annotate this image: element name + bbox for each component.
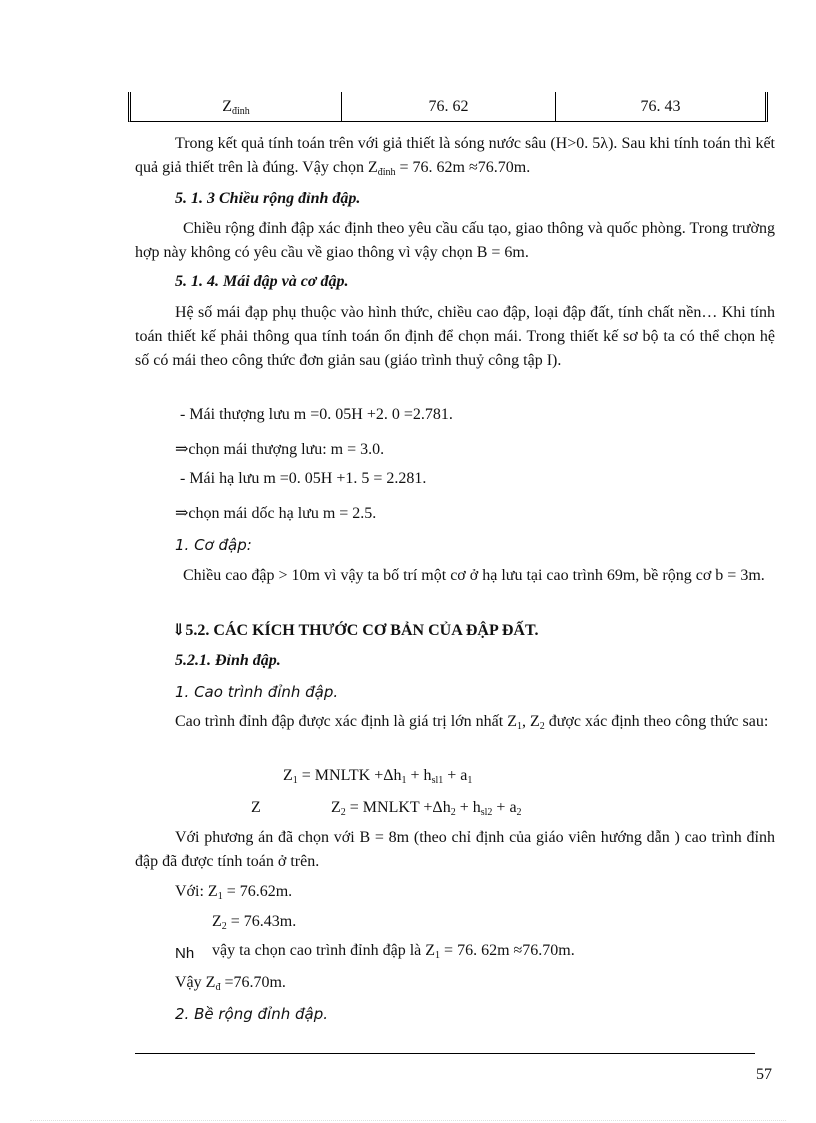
nh-sub: 1 [435, 950, 441, 961]
paragraph-slope: Hệ số mái đạp phụ thuộc vào hình thức, chiều cao đập, loại đập đất, tính chất nền… Khi tính toán thiết kế phải thông qua tính toán ổn định để chọn mái. Trong thiết kế sơ bộ ta có thể chọn hệ số có mái theo công thức đơn giản sau (giáo trình thuỷ công tập I). [135, 304, 775, 369]
f1-c-sub: 1 [467, 775, 473, 786]
f1-a: = MNLTK +Δh [297, 767, 402, 784]
subheading-crest-elevation: 1. Cao trình đỉnh đập. [175, 683, 339, 701]
v2-a: Z [212, 913, 222, 930]
vay-sub: đ [215, 982, 221, 993]
f1-b: + h [406, 767, 432, 784]
f2-b-sub: sl2 [480, 807, 493, 818]
p5-text-a: Cao trình đỉnh đập được xác định là giá trị lớn nhất Z [175, 713, 517, 730]
footer-rule [135, 1053, 755, 1054]
f2-c-sub: 2 [516, 807, 522, 818]
table-cell-value-1: 76. 62 [428, 98, 469, 115]
paragraph-berm: Chiều cao đập > 10m vì vậy ta bố trí một cơ ở hạ lưu tại cao trình 69m, bề rộng cơ b = 3m. [183, 567, 765, 584]
heading-5-1-4: 5. 1. 4. Mái đập và cơ đập. [175, 273, 349, 290]
heading-5-2: ⇓5.2. CÁC KÍCH THƯỚC CƠ BẢN CỦA ĐẬP ĐẤT. [172, 622, 539, 639]
page-bottom-border [30, 1120, 786, 1121]
f1-a-sub: 1 [401, 775, 407, 786]
list-upstream-choice: ⇒chọn mái thượng lưu: m = 3.0. [175, 441, 385, 458]
nh-fragment: Nh [175, 945, 195, 962]
data-table [128, 92, 768, 122]
v1-a: Với: Z [175, 883, 218, 900]
f2-a: = MNLKT +Δh [345, 799, 451, 816]
value-z2 [212, 913, 296, 932]
nh-b: = 76. 62m ≈76.70m. [440, 942, 575, 959]
paragraph-option: Với phương án đã chọn với B = 8m (theo chỉ định của giáo viên hướng dẫn ) cao trình đỉnh đập đã được tính toán ở trên. [135, 829, 775, 870]
conclusion-line [212, 942, 575, 961]
f1-z: Z [283, 767, 293, 784]
v1-b: = 76.62m. [222, 883, 293, 900]
paragraph-wave-result [135, 132, 775, 185]
table-cell-value-2: 76. 43 [640, 98, 681, 115]
v1-sub: 1 [217, 891, 223, 902]
list-upstream-slope: - Mái thượng lưu m =0. 05H +2. 0 =2.781. [180, 406, 453, 423]
f2-z: Z [331, 799, 341, 816]
vay-a: Vậy Z [175, 974, 216, 991]
p1-text-a: Trong kết quả tính toán trên với giả thiết là sóng nước sâu (H>0. 5 [175, 135, 601, 152]
formula-z2-lead: Z [251, 799, 261, 816]
p5-text-b: , Z [521, 713, 540, 730]
formula-z2 [331, 799, 522, 818]
list-downstream-slope: - Mái hạ lưu m =0. 05H +1. 5 = 2.281. [180, 470, 427, 487]
heading-5-2-1: 5.2.1. Đỉnh đập. [175, 652, 281, 669]
p1-sub: đỉnh [377, 167, 396, 178]
page-number: 57 [756, 1066, 772, 1083]
subheading-crest-width: 2. Bề rộng đỉnh đập. [175, 1005, 328, 1023]
f2-b: + h [455, 799, 481, 816]
heading-5-1-3: 5. 1. 3 Chiều rộng đỉnh đập. [175, 190, 361, 207]
p5-sub-1: 1 [516, 721, 522, 732]
p1-text-c: = 76. 62m ≈76.70m. [395, 159, 531, 176]
value-z1 [175, 883, 292, 902]
paragraph-crest-elevation [135, 710, 775, 739]
nh-a: vậy ta chọn cao trình đỉnh đập là Z [212, 942, 436, 959]
lambda-symbol: λ [600, 135, 609, 152]
f1-b-sub: sl1 [431, 775, 444, 786]
p5-sub-2: 2 [539, 721, 545, 732]
formula-z1 [283, 767, 472, 786]
value-zd [175, 974, 286, 993]
f1-z-sub: 1 [292, 775, 298, 786]
f2-a-sub: 2 [450, 807, 456, 818]
table-label-sub: đỉnh [232, 106, 250, 117]
vay-b: =76.70m. [220, 974, 286, 991]
p1-text-b: ). Sau khi tính toán thì kết quả giả thiết trên là đúng. Vậy chọn Z [135, 135, 775, 176]
paragraph-crest-width: Chiều rộng đỉnh đập xác định theo yêu cầu cấu tạo, giao thông và quốc phòng. Trong trường hợp này không có yêu cầu về giao thông vì vậy chọn B = 6m. [135, 220, 775, 261]
table-label-cell [131, 92, 341, 121]
v2-sub: 2 [221, 921, 227, 932]
v2-b: = 76.43m. [226, 913, 297, 930]
f2-c: + a [492, 799, 517, 816]
f1-c: + a [443, 767, 468, 784]
subheading-berm: 1. Cơ đập: [175, 536, 252, 554]
table-label-z: Z [222, 98, 232, 115]
f2-z-sub: 2 [340, 807, 346, 818]
list-downstream-choice: ⇒chọn mái dốc hạ lưu m = 2.5. [175, 505, 377, 522]
p5-text-c: được xác định theo công thức sau: [544, 713, 769, 730]
